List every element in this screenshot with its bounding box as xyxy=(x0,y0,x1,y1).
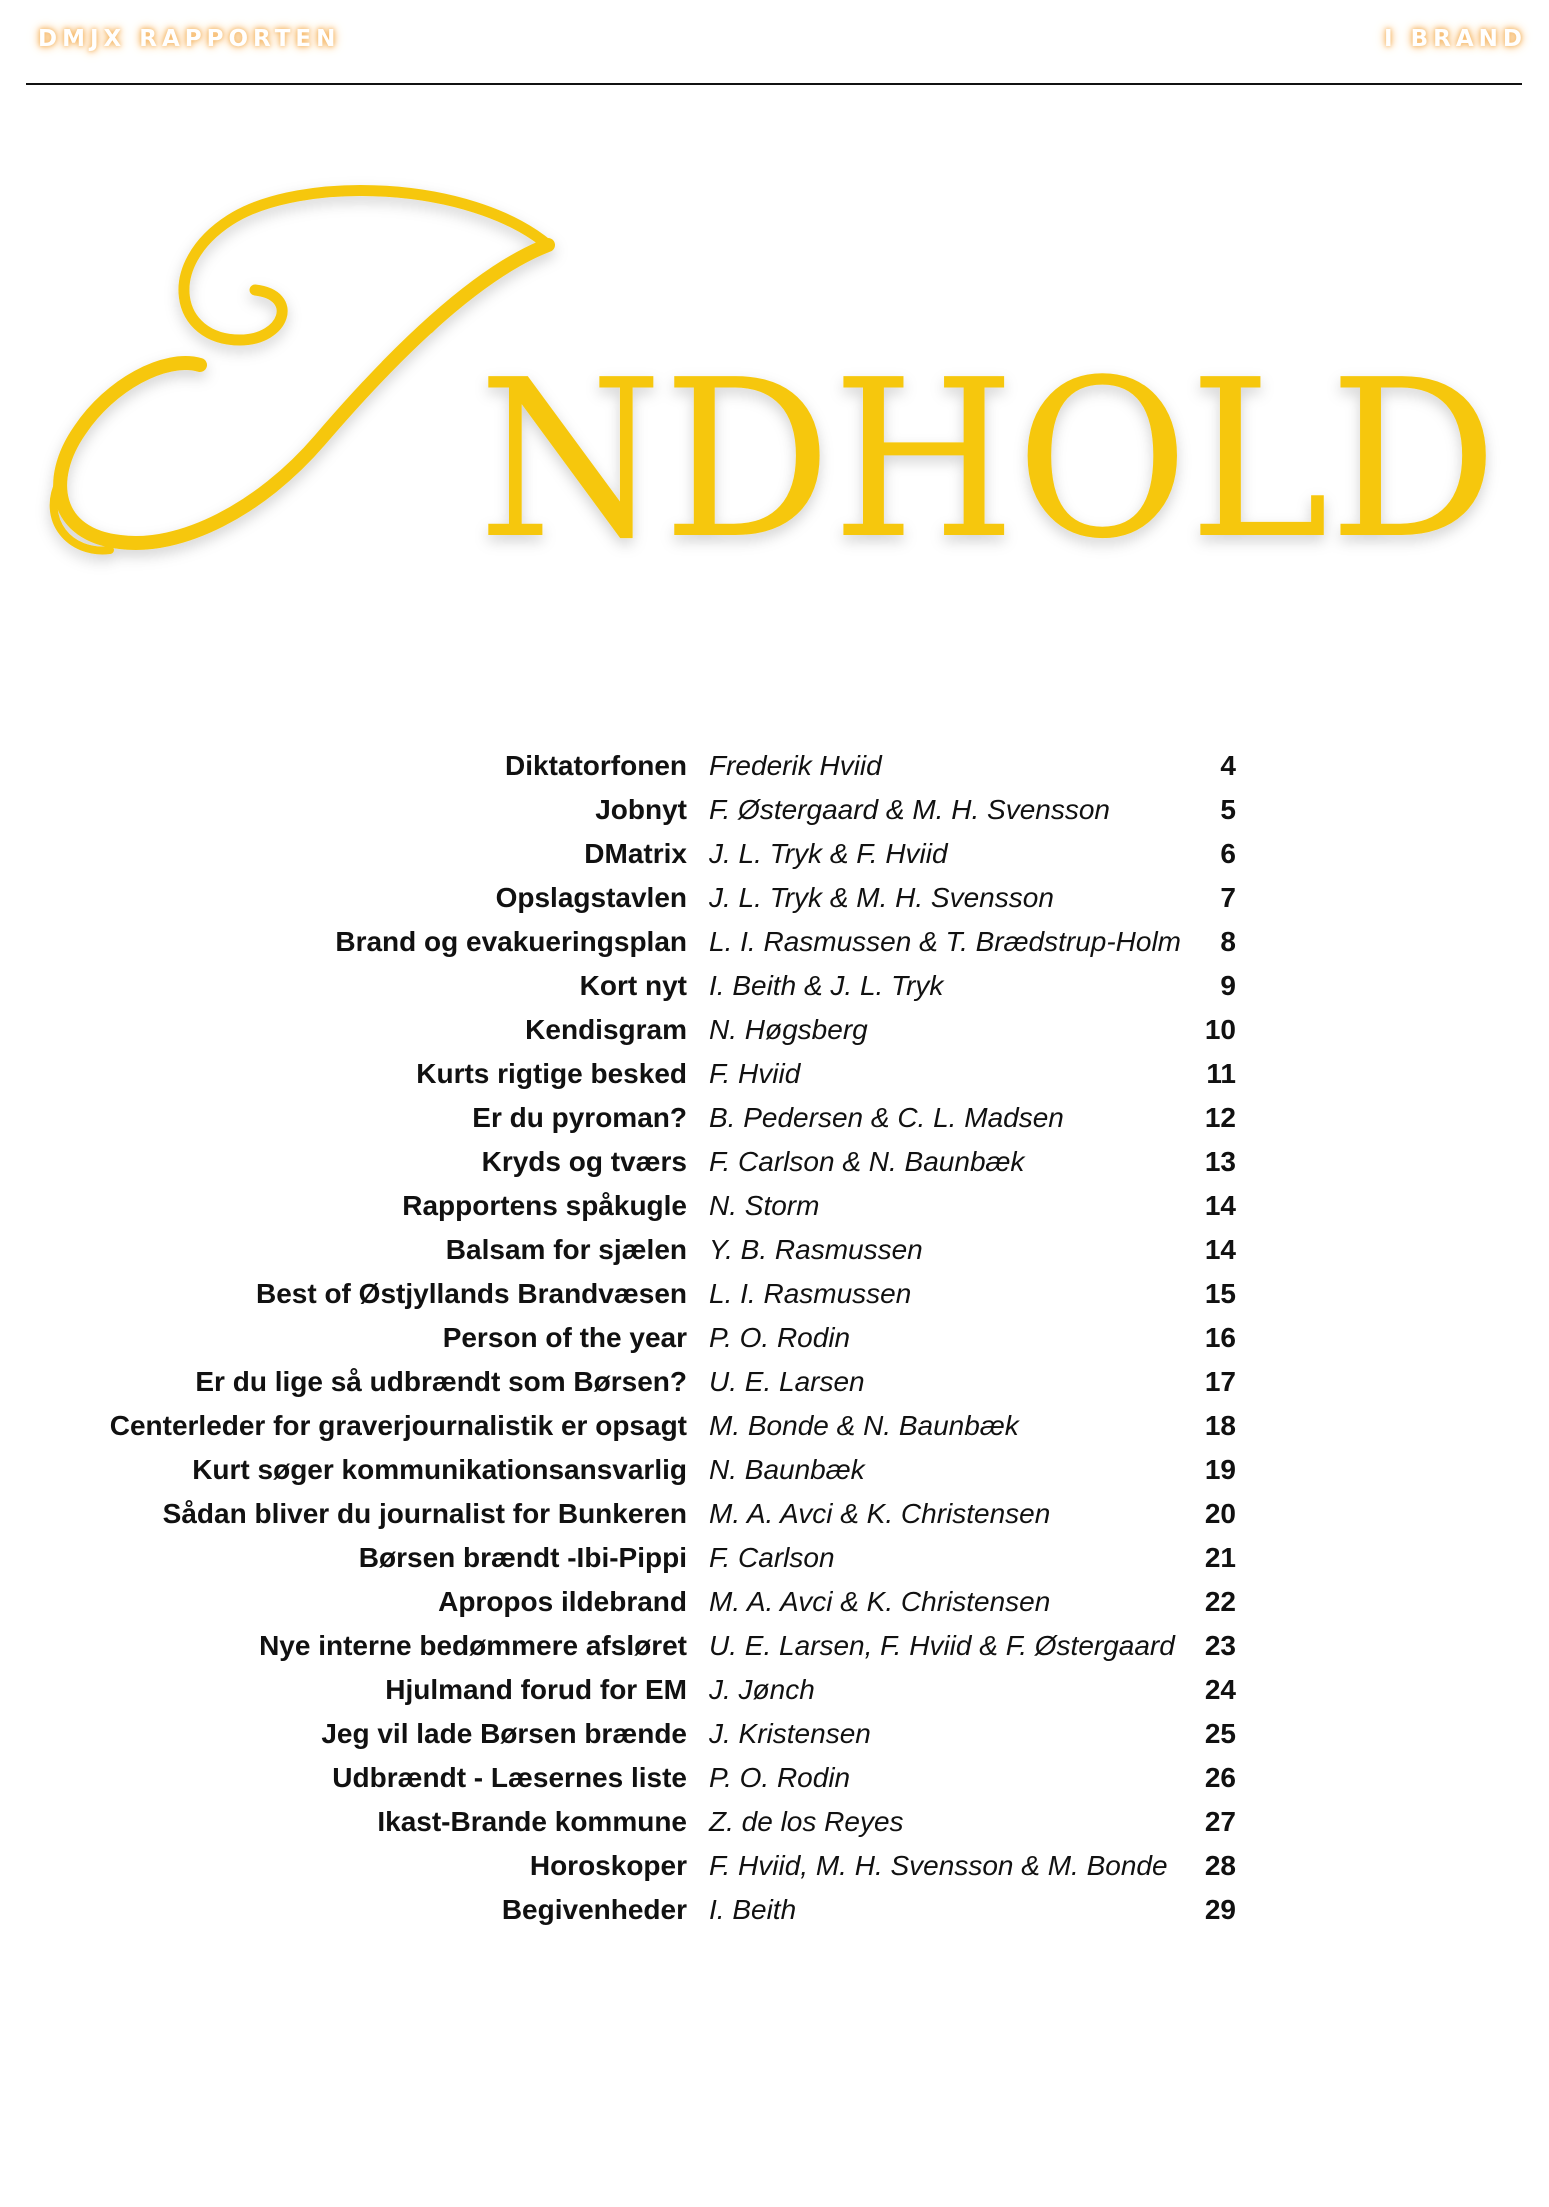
toc-page-number: 13 xyxy=(1204,1146,1236,1177)
toc-article-authors: N. Høgsberg xyxy=(709,1014,868,1045)
title-initial-glyph xyxy=(54,190,548,550)
toc-page-number: 10 xyxy=(1204,1014,1236,1045)
toc-page-number: 8 xyxy=(1220,926,1236,957)
toc-page-number: 11 xyxy=(1206,1058,1236,1089)
toc-article-authors: L. I. Rasmussen & T. Brædstrup-Holm xyxy=(709,926,1182,957)
toc-page-number: 12 xyxy=(1204,1102,1236,1133)
toc-row xyxy=(0,1540,1549,1584)
toc-article-title: Kendisgram xyxy=(525,1014,687,1045)
toc-article-title: Kryds og tværs xyxy=(481,1146,687,1177)
toc-page-number: 6 xyxy=(1220,838,1236,869)
toc-article-authors: F. Østergaard & M. H. Svensson xyxy=(709,794,1110,825)
toc-page-number: 26 xyxy=(1204,1762,1236,1793)
toc-page-number: 5 xyxy=(1220,794,1236,825)
toc-row xyxy=(0,1232,1549,1276)
toc-row xyxy=(0,968,1549,1012)
toc-article-authors: M. A. Avci & K. Christensen xyxy=(709,1586,1051,1617)
toc-page-number: 25 xyxy=(1204,1718,1236,1749)
toc-article-title: Kurts rigtige besked xyxy=(416,1058,687,1089)
toc-row xyxy=(0,1496,1549,1540)
toc-page-number: 27 xyxy=(1204,1806,1236,1837)
toc-row xyxy=(0,1452,1549,1496)
toc-page-number: 24 xyxy=(1204,1674,1236,1705)
toc-page-number: 14 xyxy=(1204,1190,1236,1221)
page-title-graphic xyxy=(0,180,1549,600)
page-title xyxy=(0,180,1549,600)
toc-article-title: DMatrix xyxy=(584,838,687,869)
toc-row xyxy=(0,1188,1549,1232)
toc-article-authors: J. Jønch xyxy=(709,1674,815,1705)
toc-article-title: Sådan bliver du journalist for Bunkeren xyxy=(162,1498,687,1529)
toc-page-number: 19 xyxy=(1204,1454,1236,1485)
toc-page-number: 4 xyxy=(1220,750,1236,781)
toc-row xyxy=(0,748,1549,792)
toc-article-title: Person of the year xyxy=(442,1322,687,1353)
toc-row xyxy=(0,1276,1549,1320)
toc-article-authors: P. O. Rodin xyxy=(709,1322,851,1353)
toc-row xyxy=(0,836,1549,880)
toc-article-authors: N. Baunbæk xyxy=(709,1454,865,1485)
toc-row xyxy=(0,1056,1549,1100)
toc-article-title: Best of Østjyllands Brandvæsen xyxy=(255,1278,687,1309)
toc-article-title: Kort nyt xyxy=(579,970,687,1001)
toc-article-title: Kurt søger kommunikationsansvarlig xyxy=(192,1454,687,1485)
toc-article-title: Rapportens spåkugle xyxy=(402,1190,687,1221)
toc-page-number: 21 xyxy=(1204,1542,1236,1573)
toc-article-authors: Z. de los Reyes xyxy=(709,1806,904,1837)
toc-article-title: Horoskoper xyxy=(529,1850,687,1881)
toc-article-title: Jeg vil lade Børsen brænde xyxy=(321,1718,687,1749)
toc-row xyxy=(0,1584,1549,1628)
toc-row xyxy=(0,880,1549,924)
toc-page-number: 20 xyxy=(1204,1498,1236,1529)
toc-page-number: 15 xyxy=(1204,1278,1236,1309)
toc-article-title: Nye interne bedømmere afsløret xyxy=(259,1630,687,1661)
toc-article-title: Centerleder for graverjournalistik er opsagt xyxy=(109,1410,687,1441)
toc-article-authors: J. L. Tryk & M. H. Svensson xyxy=(709,882,1054,913)
toc-article-title: Begivenheder xyxy=(501,1894,687,1925)
toc-article-authors: F. Hviid, M. H. Svensson & M. Bonde xyxy=(709,1850,1168,1881)
toc-article-authors: M. Bonde & N. Baunbæk xyxy=(709,1410,1019,1441)
toc-row xyxy=(0,924,1549,968)
toc-article-authors: B. Pedersen & C. L. Madsen xyxy=(709,1102,1064,1133)
toc-page-number: 7 xyxy=(1220,882,1236,913)
toc-page-number: 23 xyxy=(1204,1630,1236,1661)
title-rest: NDHOLD xyxy=(478,334,1498,587)
toc-article-title: Opslagstavlen xyxy=(495,882,687,913)
toc-article-authors: P. O. Rodin xyxy=(709,1762,851,1793)
toc-article-authors: F. Carlson xyxy=(709,1542,835,1573)
toc-article-title: Hjulmand forud for EM xyxy=(385,1674,687,1705)
toc-article-title: Balsam for sjælen xyxy=(445,1234,687,1265)
toc-row xyxy=(0,1144,1549,1188)
toc-article-title: Jobnyt xyxy=(595,794,687,825)
toc-article-authors: F. Carlson & N. Baunbæk xyxy=(709,1146,1025,1177)
toc-article-title: Apropos ildebrand xyxy=(438,1586,687,1617)
toc-article-authors: F. Hviid xyxy=(709,1058,801,1089)
toc-article-authors: Y. B. Rasmussen xyxy=(709,1234,923,1265)
toc-row xyxy=(0,1320,1549,1364)
toc-article-title: Er du pyroman? xyxy=(472,1102,687,1133)
toc-article-authors: M. A. Avci & K. Christensen xyxy=(709,1498,1051,1529)
toc-page-number: 14 xyxy=(1204,1234,1236,1265)
running-header-publication: DMJX RAPPORTEN xyxy=(38,26,341,52)
toc-row xyxy=(0,1848,1549,1892)
toc-row xyxy=(0,1892,1549,1936)
toc-row xyxy=(0,1672,1549,1716)
toc-row xyxy=(0,792,1549,836)
header-rule xyxy=(26,83,1522,85)
toc-article-authors: J. Kristensen xyxy=(709,1718,871,1749)
toc-row xyxy=(0,1804,1549,1848)
toc-article-authors: J. L. Tryk & F. Hviid xyxy=(709,838,948,869)
toc-article-authors: U. E. Larsen xyxy=(709,1366,865,1397)
toc-page-number: 16 xyxy=(1204,1322,1236,1353)
toc-article-title: Brand og evakueringsplan xyxy=(335,926,687,957)
toc-row xyxy=(0,1408,1549,1452)
running-header-section: I BRAND xyxy=(1384,26,1527,52)
toc-article-authors: L. I. Rasmussen xyxy=(709,1278,912,1309)
toc-article-authors: U. E. Larsen, F. Hviid & F. Østergaard xyxy=(709,1630,1175,1661)
toc-row xyxy=(0,1100,1549,1144)
toc-article-authors: Frederik Hviid xyxy=(709,750,882,781)
toc-article-title: Diktatorfonen xyxy=(505,750,687,781)
toc-row xyxy=(0,1628,1549,1672)
toc-page-number: 22 xyxy=(1204,1586,1236,1617)
toc-row xyxy=(0,1364,1549,1408)
toc-article-title: Børsen brændt -Ibi-Pippi xyxy=(358,1542,687,1573)
toc-page-number: 9 xyxy=(1220,970,1236,1001)
table-of-contents xyxy=(0,748,1549,1936)
toc-row xyxy=(0,1760,1549,1804)
toc-row xyxy=(0,1012,1549,1056)
toc-page-number: 29 xyxy=(1204,1894,1236,1925)
toc-article-title: Ikast-Brande kommune xyxy=(377,1806,687,1837)
toc-article-title: Er du lige så udbrændt som Børsen? xyxy=(195,1366,687,1397)
toc-article-authors: I. Beith & J. L. Tryk xyxy=(709,970,944,1001)
toc-row xyxy=(0,1716,1549,1760)
toc-page-number: 17 xyxy=(1204,1366,1236,1397)
toc-page-number: 18 xyxy=(1204,1410,1236,1441)
toc-article-title: Udbrændt - Læsernes liste xyxy=(332,1762,687,1793)
toc-article-authors: N. Storm xyxy=(709,1190,820,1221)
toc-page-number: 28 xyxy=(1204,1850,1236,1881)
toc-article-authors: I. Beith xyxy=(709,1894,797,1925)
